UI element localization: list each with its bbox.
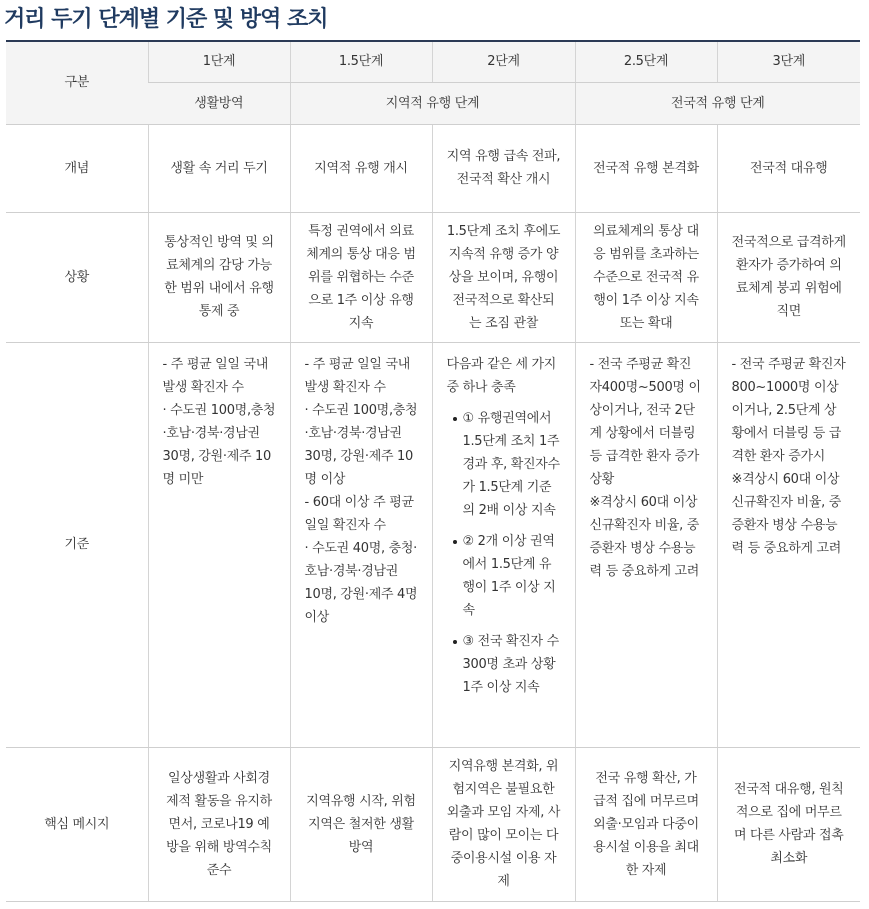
header-row-stages (6, 41, 860, 82)
header-stage-2: 2단계 (432, 41, 575, 82)
criteria-line: · 수도권 40명, 충청·호남·경북·경남권 10명, 강원·제주 4명 이상 (304, 540, 418, 625)
criteria-line: - 전국 주평균 확진자400명~500명 이상이거나, 전국 2단계 상황에서 더블링 등 급격한 환자 증가 상황 (589, 356, 701, 487)
criteria-line: · 수도권 100명,충청·호남·경북·경남권 30명, 강원·제주 10명 이상 (304, 402, 418, 487)
message-stage-1: 일상생활과 사회경제적 활동을 유지하면서, 코로나19 예방을 위해 방역수칙 준수 (148, 747, 290, 901)
concept-stage-2-5: 전국적 유행 본격화 (575, 124, 717, 212)
criteria-line: - 주 평균 일일 국내 발생 확진자 수 (304, 356, 411, 395)
message-stage-1-5: 지역유행 시작, 위험지역은 철저한 생활방역 (290, 747, 432, 901)
list-item: ③ 전국 확진자 수 300명 초과 상황 1주 이상 지속 (447, 630, 561, 699)
criteria-line: · 수도권 100명,충청·호남·경북·경남권 30명, 강원·제주 10명 미만 (162, 402, 276, 487)
criteria-note: ※격상시 60대 이상 신규확진자 비율, 중증환자 병상 수용능력 등 중요하게 고려 (589, 494, 700, 579)
criteria-line: - 주 평균 일일 국내 발생 확진자 수 (162, 356, 269, 395)
table-header (6, 41, 860, 124)
criteria-list (447, 407, 561, 699)
concept-stage-3: 전국적 대유행 (717, 124, 860, 212)
criteria-stage-1-5 (290, 342, 432, 747)
message-stage-2-5: 전국 유행 확산, 가급적 집에 머무르며 외출·모임과 다중이용시설 이용을 최대한 자제 (575, 747, 717, 901)
concept-stage-1: 생활 속 거리 두기 (148, 124, 290, 212)
distancing-stages-table (6, 40, 860, 902)
criteria-stage-1 (148, 342, 290, 747)
message-stage-3: 전국적 대유행, 원칙적으로 집에 머무르며 다른 사람과 접촉 최소화 (717, 747, 860, 901)
criteria-stage-2 (432, 342, 575, 747)
criteria-note: ※격상시 60대 이상 신규확진자 비율, 중증환자 병상 수용능력 등 중요하게 고려 (731, 471, 842, 556)
header-stage-2-5: 2.5단계 (575, 41, 717, 82)
situation-stage-2: 1.5단계 조치 후에도 지속적 유행 증가 양상을 보이며, 유행이 전국적으로 확산되는 조짐 관찰 (432, 212, 575, 342)
criteria-line: - 전국 주평균 확진자 800~1000명 이상이거나, 2.5단계 상황에서 더블링 등 급격한 환자 증가시 (731, 356, 846, 464)
criteria-line: - 60대 이상 주 평균 일일 확진자 수 (304, 494, 414, 533)
page-title: 거리 두기 단계별 기준 및 방역 조치 (4, 7, 328, 32)
table-row (6, 747, 860, 901)
concept-stage-1-5: 지역적 유행 개시 (290, 124, 432, 212)
situation-stage-1-5: 특정 권역에서 의료체계의 통상 대응 범위를 위협하는 수준으로 1주 이상 유행 지속 (290, 212, 432, 342)
row-label-message: 핵심 메시지 (6, 747, 148, 901)
criteria-intro: 다음과 같은 세 가지 중 하나 충족 (446, 356, 557, 395)
header-corner: 구분 (6, 41, 148, 124)
criteria-stage-2-5 (575, 342, 717, 747)
situation-stage-2-5: 의료체계의 통상 대응 범위를 초과하는 수준으로 전국적 유행이 1주 이상 지속 또는 확대 (575, 212, 717, 342)
header-group-regional: 지역적 유행 단계 (290, 82, 575, 124)
header-stage-1: 1단계 (148, 41, 290, 82)
header-group-daily-prevention: 생활방역 (148, 82, 290, 124)
situation-stage-3: 전국적으로 급격하게 환자가 증가하여 의료체계 붕괴 위험에 직면 (717, 212, 860, 342)
concept-stage-2: 지역 유행 급속 전파, 전국적 확산 개시 (432, 124, 575, 212)
header-stage-3: 3단계 (717, 41, 860, 82)
header-group-national: 전국적 유행 단계 (575, 82, 860, 124)
row-label-criteria: 기준 (6, 342, 148, 747)
list-item: ① 유행권역에서 1.5단계 조치 1주 경과 후, 확진자수가 1.5단계 기준의 2배 이상 지속 (447, 407, 561, 522)
row-label-concept: 개념 (6, 124, 148, 212)
situation-stage-1: 통상적인 방역 및 의료체계의 감당 가능한 범위 내에서 유행 통제 중 (148, 212, 290, 342)
header-stage-1-5: 1.5단계 (290, 41, 432, 82)
table-row (6, 212, 860, 342)
table-row (6, 124, 860, 212)
message-stage-2: 지역유행 본격화, 위험지역은 불필요한 외출과 모임 자제, 사람이 많이 모이는 다중이용시설 이용 자제 (432, 747, 575, 901)
table-row (6, 342, 860, 747)
list-item: ② 2개 이상 권역에서 1.5단계 유행이 1주 이상 지속 (447, 530, 561, 622)
criteria-stage-3 (717, 342, 860, 747)
row-label-situation: 상황 (6, 212, 148, 342)
